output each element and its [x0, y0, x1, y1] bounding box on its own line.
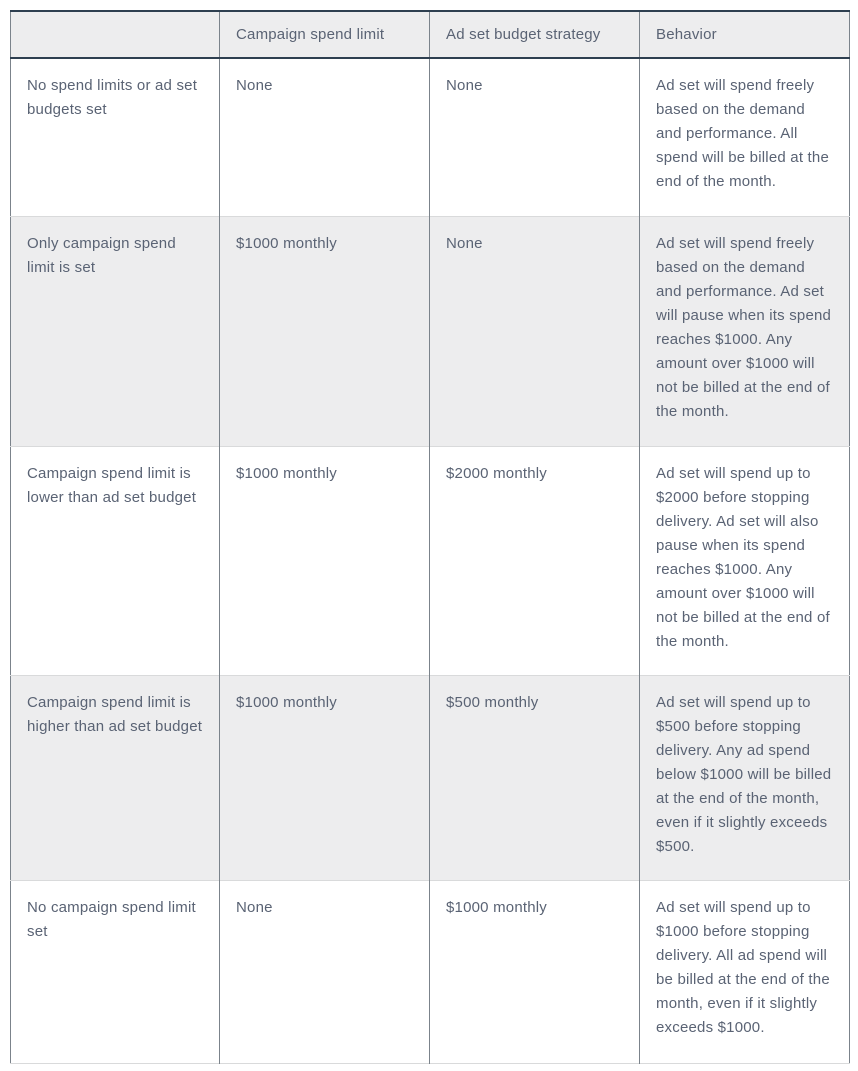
table-row	[11, 446, 850, 675]
table-row	[11, 675, 850, 880]
scenario-cell: Campaign spend limit is lower than ad set budget	[11, 446, 220, 675]
header-ad-set-budget-strategy: Ad set budget strategy	[430, 11, 640, 58]
header-behavior: Behavior	[640, 11, 850, 58]
campaign-spend-limit-cell: None	[220, 58, 430, 216]
table-header-row	[11, 11, 850, 58]
campaign-spend-limit-cell: None	[220, 880, 430, 1063]
scenario-cell: No campaign spend limit set	[11, 880, 220, 1063]
behavior-cell: Ad set will spend freely based on the demand and performance. Ad set will pause when its spend reaches $1000. Any amount over $1000 will not be billed at the end of the month.	[640, 216, 850, 446]
header-campaign-spend-limit: Campaign spend limit	[220, 11, 430, 58]
scenario-cell: Only campaign spend limit is set	[11, 216, 220, 446]
ad-set-budget-strategy-cell: None	[430, 58, 640, 216]
behavior-cell: Ad set will spend up to $1000 before stopping delivery. All ad spend will be billed at the end of the month, even if it slightly exceeds $1000.	[640, 880, 850, 1063]
scenario-cell: Campaign spend limit is higher than ad set budget	[11, 675, 220, 880]
campaign-spend-limit-cell: $1000 monthly	[220, 675, 430, 880]
behavior-cell: Ad set will spend up to $500 before stopping delivery. Any ad spend below $1000 will be billed at the end of the month, even if it slightly exceeds $500.	[640, 675, 850, 880]
table-row	[11, 58, 850, 216]
ad-set-budget-strategy-cell: None	[430, 216, 640, 446]
table-row	[11, 216, 850, 446]
table-row	[11, 880, 850, 1063]
campaign-spend-limit-cell: $1000 monthly	[220, 446, 430, 675]
ad-set-budget-strategy-cell: $2000 monthly	[430, 446, 640, 675]
behavior-cell: Ad set will spend up to $2000 before stopping delivery. Ad set will also pause when its spend reaches $1000. Any amount over $1000 will not be billed at the end of the month.	[640, 446, 850, 675]
scenario-cell: No spend limits or ad set budgets set	[11, 58, 220, 216]
budget-behavior-table	[10, 10, 850, 1064]
behavior-cell: Ad set will spend freely based on the demand and performance. All spend will be billed at the end of the month.	[640, 58, 850, 216]
ad-set-budget-strategy-cell: $1000 monthly	[430, 880, 640, 1063]
header-scenario	[11, 11, 220, 58]
table-body	[11, 58, 850, 1063]
campaign-spend-limit-cell: $1000 monthly	[220, 216, 430, 446]
ad-set-budget-strategy-cell: $500 monthly	[430, 675, 640, 880]
